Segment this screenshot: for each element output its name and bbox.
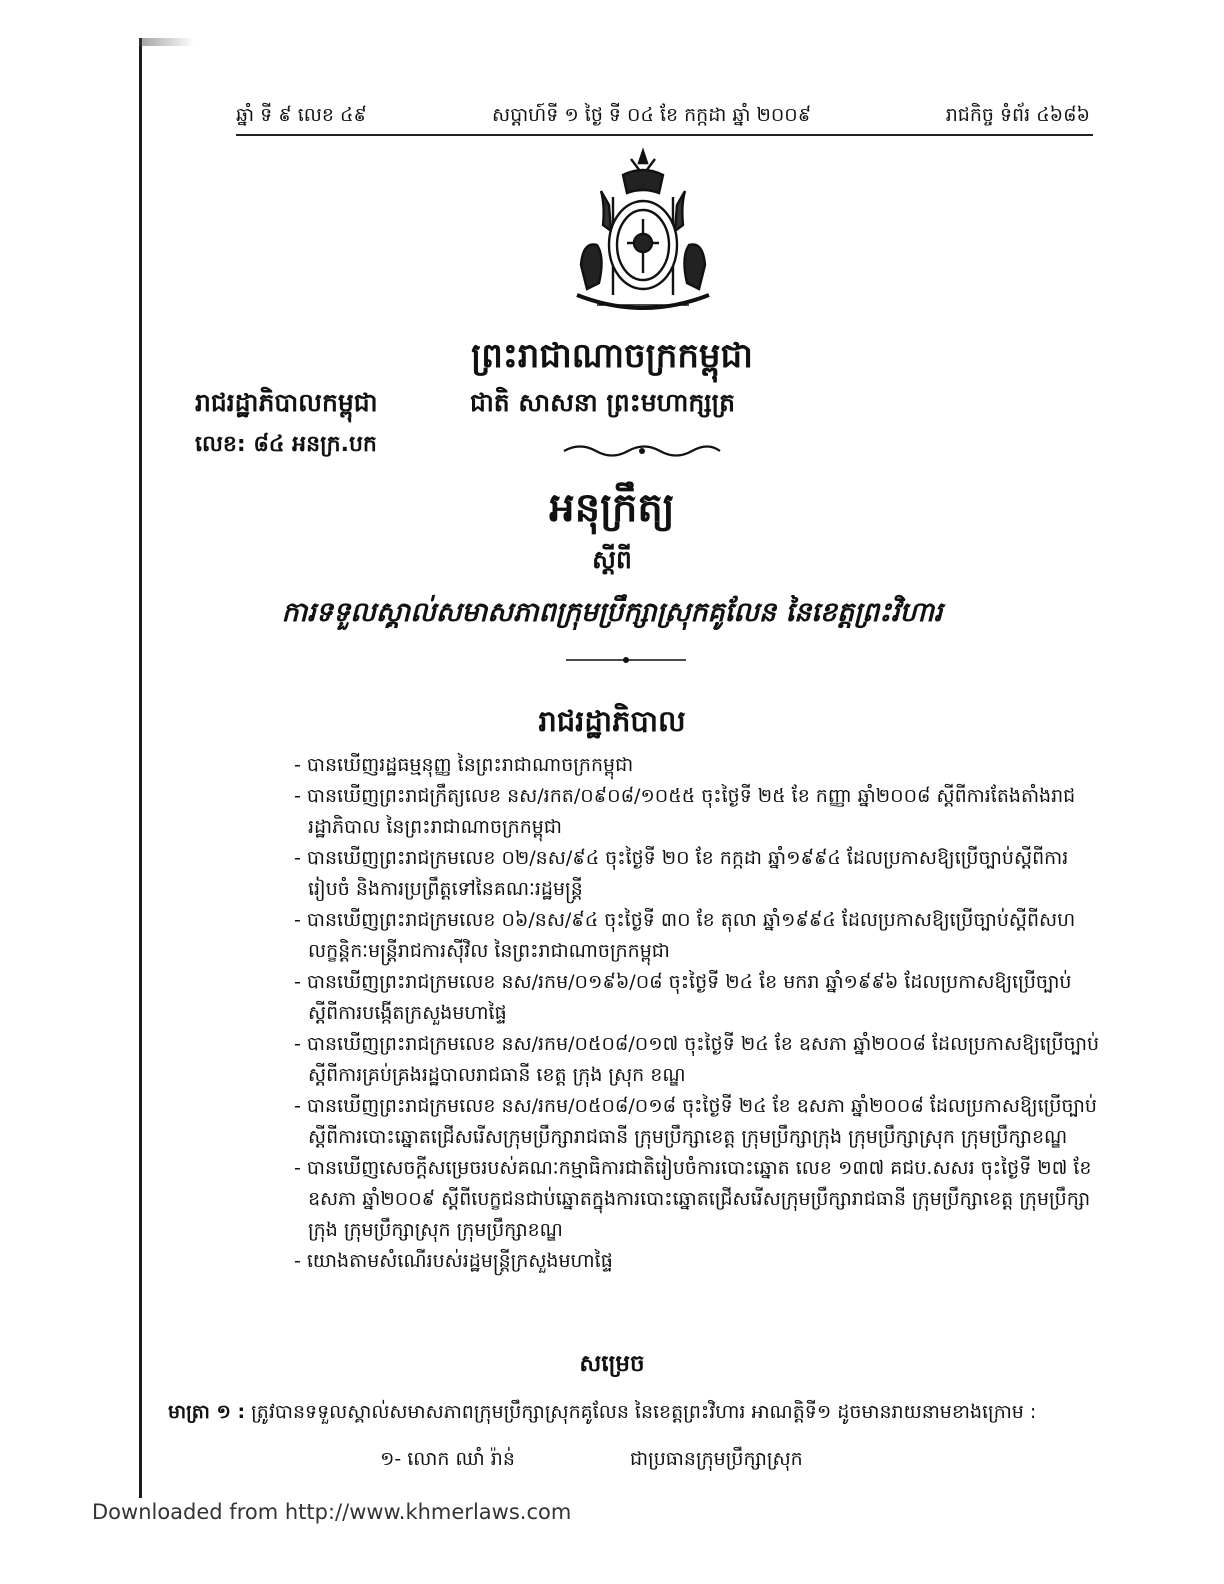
article-1 (168, 1400, 1088, 1428)
header-rule (236, 134, 1093, 136)
government-heading: រាជរដ្ឋាភិបាល (538, 704, 686, 738)
list-item: - បានឃើញព្រះរាជក្រមលេខ នស/រកម/០៥០៨/០១៨ ចុះថ្ងៃទី ២៤ ខែ ឧសភា ឆ្នាំ២០០៨ ដែលប្រកាសឱ្យប្រើច្បាប់ស្តីពីការបោះឆ្នោតជ្រើសរើសក្រុមប្រឹក្សារាជធានី ក្រុមប្រឹក្សាខេត្ត ក្រុមប្រឹក្សាក្រុង ក្រុមប្រឹក្សាស្រុក ក្រុមប្រឹក្សាខណ្ឌ (294, 1095, 1097, 1148)
section-divider (566, 655, 686, 665)
gazette-page: រាជកិច្ច ទំព័រ ៤៦៨៦ (945, 104, 1090, 126)
gazette-year-issue: ឆ្នាំ ទី ៩ លេខ ៤៩ (236, 104, 367, 126)
document-type: អនុក្រឹត្យ (549, 485, 675, 531)
kingdom-name: ព្រះរាជាណាចក្រកម្ពុជា (471, 336, 753, 376)
reference-number: លេខ: ៨៤ អនក្រ.បក (195, 432, 377, 457)
decree-subject: ការទទួលស្គាល់សមាសភាពក្រុមប្រឹក្សាស្រុកគូលែន នៃខេត្តព្រះវិហារ (281, 597, 943, 628)
national-motto: ជាតិ សាសនា ព្រះមហាក្សត្រ (470, 388, 735, 417)
ornament-flourish-icon (560, 440, 725, 462)
list-item: - បានឃើញព្រះរាជក្រមលេខ នស/រកម/០៥០៨/០១៧ ចុះថ្ងៃទី ២៤ ខែ ឧសភា ឆ្នាំ២០០៨ ដែលប្រកាសឱ្យប្រើច្បាប់ស្តីពីការគ្រប់គ្រងរដ្ឋបាលរាជធានី ខេត្ត ក្រុង ស្រុក ខណ្ឌ (294, 1033, 1100, 1086)
gazette-date: សប្តាហ៍ទី ១ ថ្ងៃ ទី ០៤ ខែ កក្កដា ឆ្នាំ ២០០៩ (492, 104, 812, 126)
list-item: - បានឃើញរដ្ឋធម្មនុញ្ញ នៃព្រះរាជាណាចក្រកម្ពុជា (294, 754, 634, 776)
about-label: ស្តីពី (592, 545, 632, 574)
decision-heading: សម្រេច (579, 1351, 645, 1377)
royal-coat-of-arms-icon (553, 145, 733, 325)
list-item: - យោងតាមសំណើរបស់រដ្ឋមន្ត្រីក្រសួងមហាផ្ទៃ (294, 1250, 613, 1272)
download-watermark: Downloaded from http://www.khmerlaws.com (92, 1500, 572, 1524)
list-item: - បានឃើញសេចក្តីសម្រេចរបស់គណៈកម្មាធិការជាតិរៀបចំការបោះឆ្នោត លេខ ១៣៧ គជប.សសរ ចុះថ្ងៃទី ២៧ ខែ ឧសភា ឆ្នាំ២០០៩ ស្តីពីបេក្ខជនជាប់ឆ្នោតក្នុងការបោះឆ្នោតជ្រើសរើសក្រុមប្រឹក្សារាជធានី ក្រុមប្រឹក្សាខេត្ត ក្រុមប្រឹក្សាក្រុង ក្រុមប្រឹក្សាស្រុក ក្រុមប្រឹក្សាខណ្ឌ (294, 1157, 1092, 1241)
list-item: - បានឃើញព្រះរាជក្រមលេខ នស/រកម/០១៩៦/០៨ ចុះថ្ងៃទី ២៤ ខែ មករា ឆ្នាំ១៩៩៦ ដែលប្រកាសឱ្យប្រើច្បាប់ស្តីពីការបង្កើតក្រសួងមហាផ្ទៃ (294, 971, 1072, 1024)
list-item: - បានឃើញព្រះរាជក្រមលេខ ០២/នស/៩៤ ចុះថ្ងៃទី ២០ ខែ កក្កដា ឆ្នាំ១៩៩៤ ដែលប្រកាសឱ្យប្រើច្បាប់ស្តីពីការរៀបចំ និងការប្រព្រឹត្តទៅនៃគណៈរដ្ឋមន្ត្រី (294, 847, 1069, 900)
scan-edge-shadow (139, 38, 194, 46)
member-name: ១- លោក ឈាំ រ៉ាន់ (380, 1448, 515, 1470)
article-label: មាត្រា ១ : (168, 1401, 246, 1423)
list-item: - បានឃើញព្រះរាជក្រមលេខ ០៦/នស/៩៤ ចុះថ្ងៃទី ៣០ ខែ តុលា ឆ្នាំ១៩៩៤ ដែលប្រកាសឱ្យប្រើច្បាប់ស្តីពីសហលក្ខន្តិកៈមន្ត្រីរាជការស៊ីវិល នៃព្រះរាជាណាចក្រកម្ពុជា (294, 909, 1076, 962)
article-text: ត្រូវបានទទួលស្គាល់សមាសភាពក្រុមប្រឹក្សាស្រុកគូលែន នៃខេត្តព្រះវិហារ អាណត្តិទី១ ដូចមានរាយនាមខាងក្រោម : (251, 1401, 1037, 1423)
member-role: ជាប្រធានក្រុមប្រឹក្សាស្រុក (630, 1448, 803, 1470)
scan-edge (139, 38, 142, 1498)
considerations-list (294, 750, 1100, 1277)
list-item: - បានឃើញព្រះរាជក្រឹត្យលេខ នស/រកត/០៩០៨/១០៥៥ ចុះថ្ងៃទី ២៥ ខែ កញ្ញា ឆ្នាំ២០០៨ ស្តីពីការតែងតាំងរាជរដ្ឋាភិបាល នៃព្រះរាជាណាចក្រកម្ពុជា (294, 785, 1076, 838)
issuing-government: រាជរដ្ឋាភិបាលកម្ពុជា (195, 388, 378, 417)
